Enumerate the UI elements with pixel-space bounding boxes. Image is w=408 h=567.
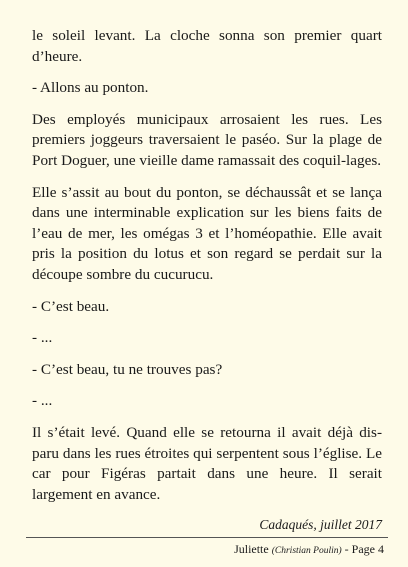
paragraph-2: - Allons au ponton. [32,79,149,97]
place-date-signature: Cadaqués, juillet 2017 [259,517,382,533]
footer-divider [26,537,388,538]
document-page [32,26,382,534]
footer-title: Juliette [234,542,269,556]
footer-author: (Christian Poulin) [271,546,342,556]
page-footer [234,542,384,558]
paragraph-9: Il s’était levé. Quand elle se retourna il avait déjà dis-paru dans les rues étroites qui serpentent sous l’église. Le car pour Figéras partait dans une heure. Il serait largement en avance. [32,423,382,503]
paragraph-3: Des employés municipaux arrosaient les rues. Les premiers joggeurs traversaient le paséo. Sur la plage de Port Doguer, une vieille dame ramassait des coquil-lages. [32,110,382,169]
paragraph-4: Elle s’assit au bout du ponton, se déchaussât et se lança dans une interminable explication sur les biens faits de l’eau de mer, les omégas 3 et l’homéopathie. Elle avait pris la position du lotus et son regard se perdait sur la découpe sombre du cucurucu. [32,183,382,283]
paragraph-1: le soleil levant. La cloche sonna son premier quart d’heure. [32,27,382,65]
paragraph-5: - C’est beau. [32,297,110,315]
paragraph-8: - ... [32,392,53,410]
footer-page-number: - Page 4 [344,542,384,556]
paragraph-7: - C’est beau, tu ne trouves pas? [32,360,223,378]
paragraph-6: - ... [32,329,53,347]
